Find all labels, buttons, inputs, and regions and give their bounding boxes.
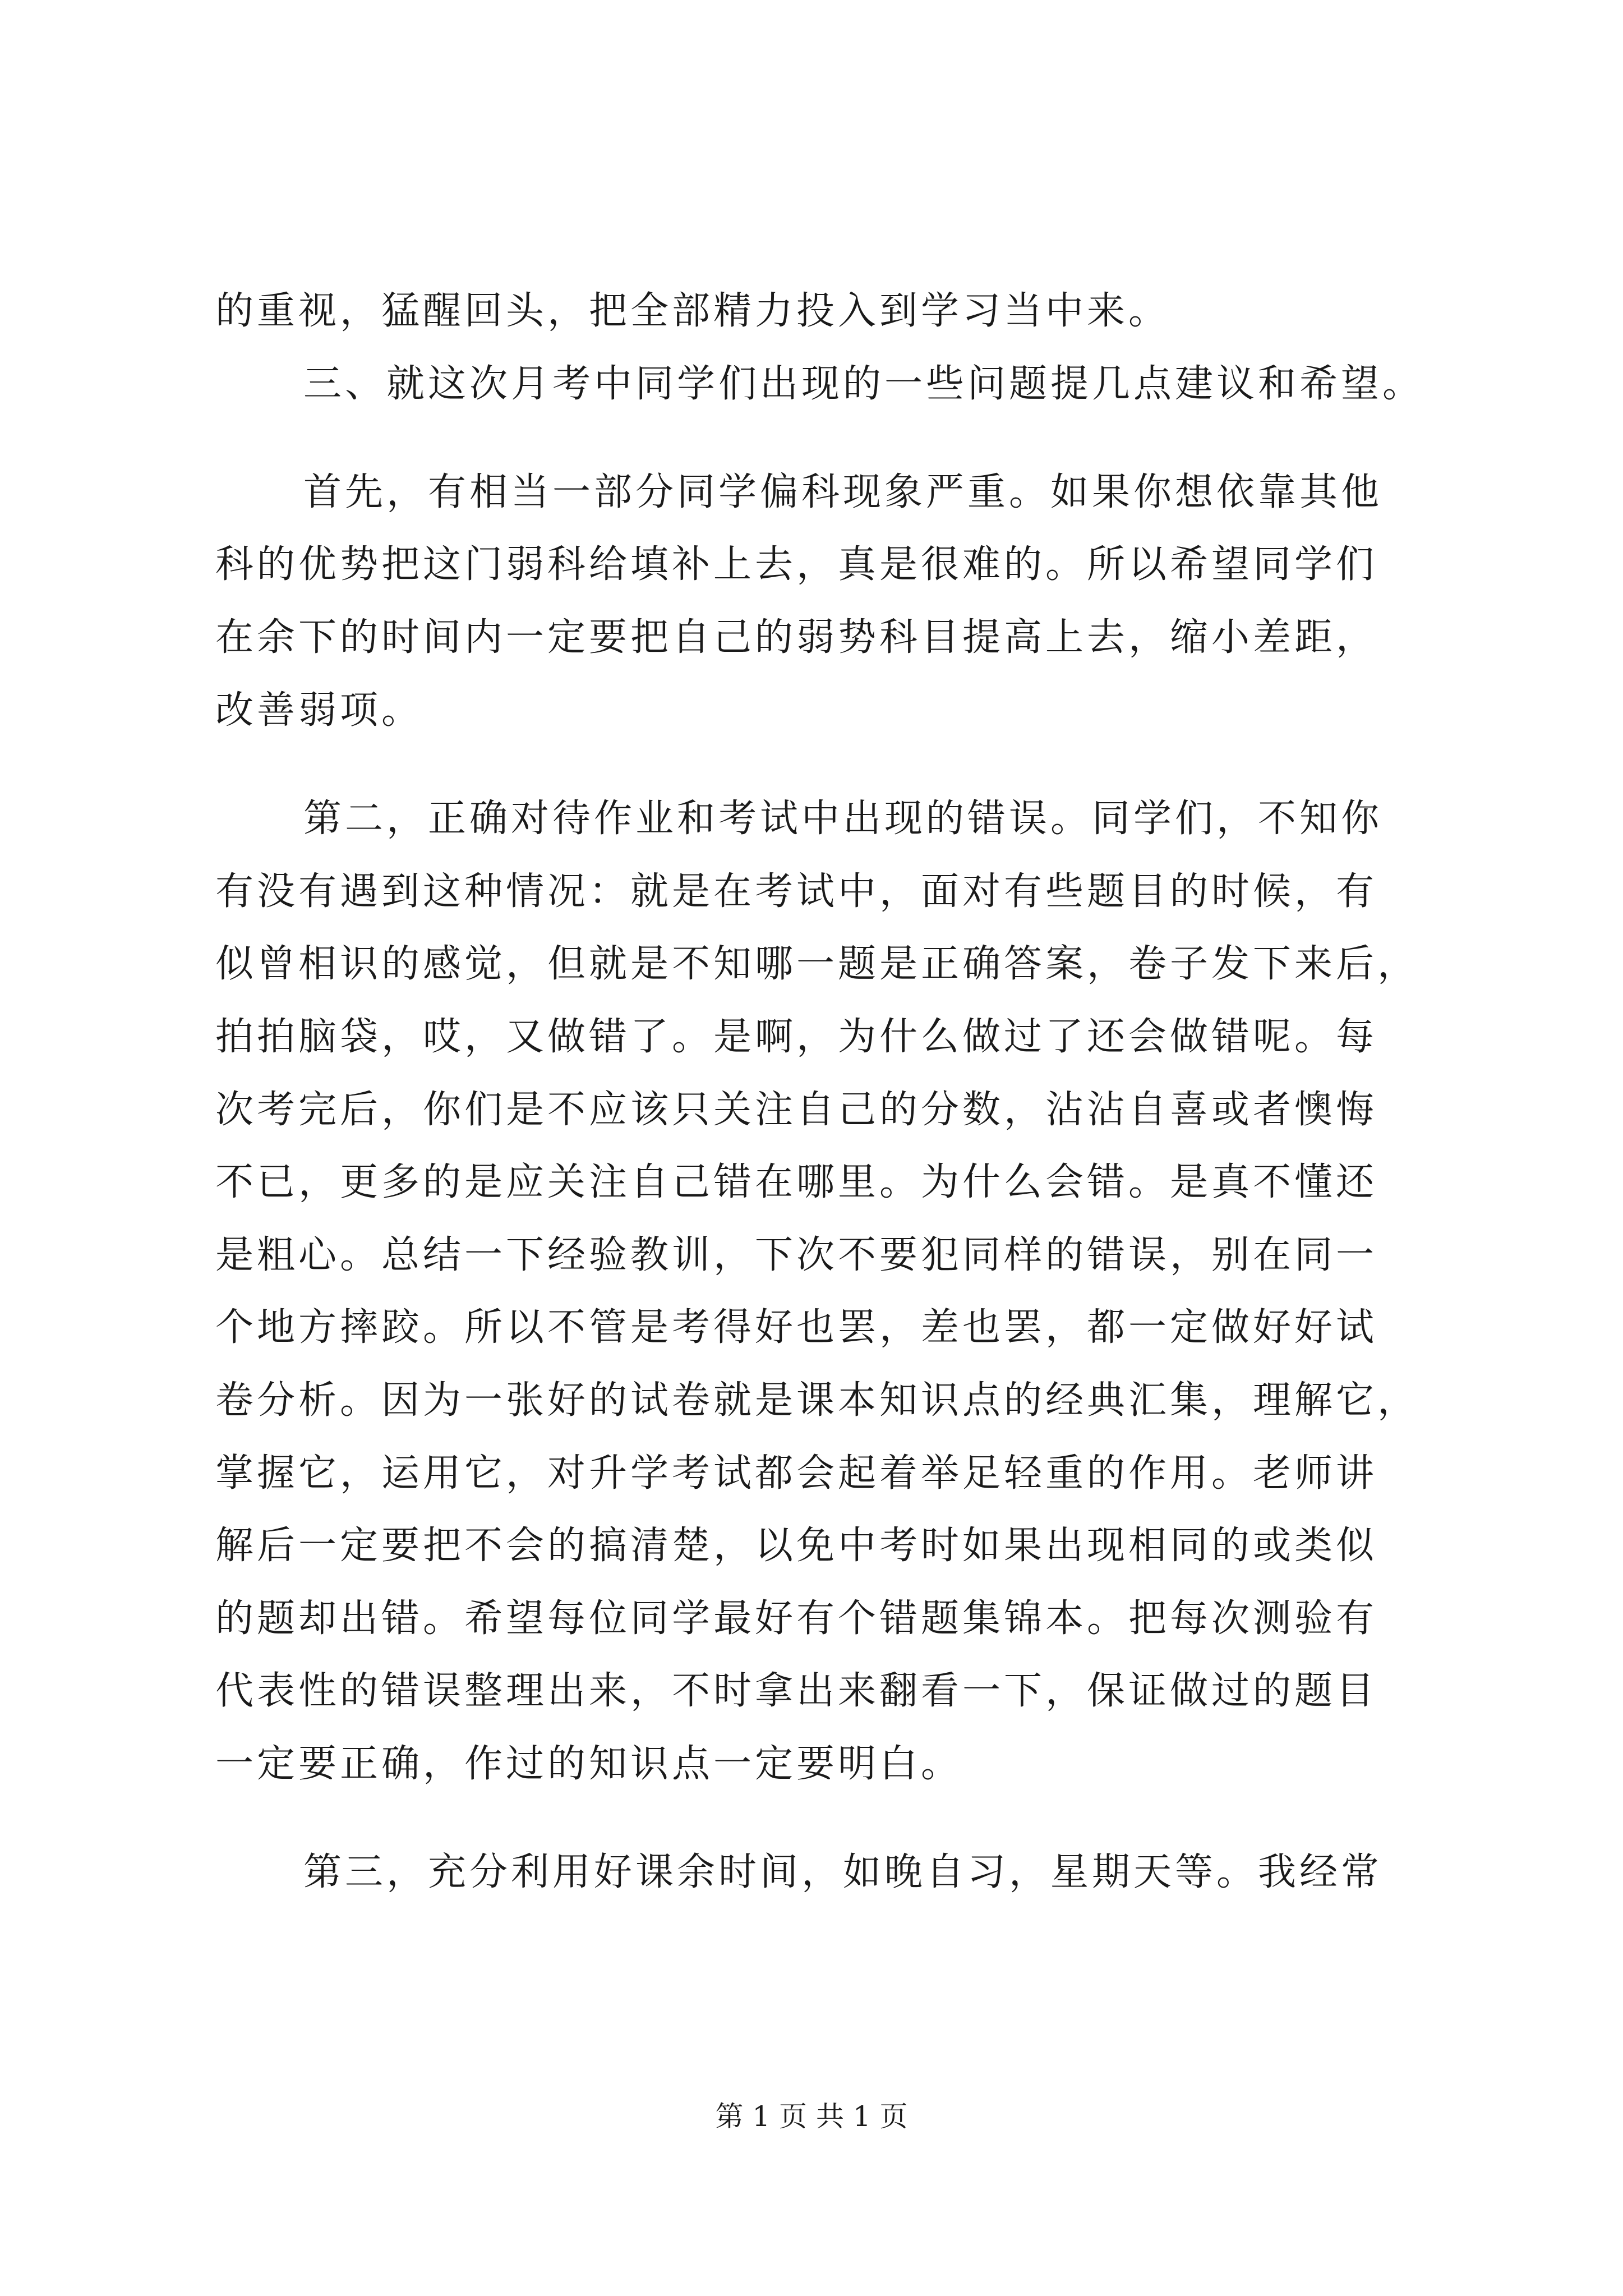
body-text-line: 是粗心。总结一下经验教训，下次不要犯同样的错误，别在同一 [215,1233,1378,1277]
body-text-line: 代表性的错误整理出来，不时拿出来翻看一下，保证做过的题目 [215,1669,1378,1713]
body-text-line: 卷分析。因为一张好的试卷就是课本知识点的经典汇集，理解它， [215,1378,1419,1423]
page-footer: 第 1 页 共 1 页 [715,2100,908,2133]
paragraph-first-line: 首先，有相当一部分同学偏科现象严重。如果你想依靠其他 [303,470,1383,514]
body-text-line: 拍拍脑袋，哎，又做错了。是啊，为什么做过了还会做错呢。每 [215,1015,1378,1059]
body-text-line: 的题却出错。希望每位同学最好有个错题集锦本。把每次测验有 [215,1596,1378,1641]
body-text-line: 改善弱项。 [215,688,423,733]
body-text-line: 在余下的时间内一定要把自己的弱势科目提高上去，缩小差距， [215,615,1378,660]
body-text-line: 个地方摔跤。所以不管是考得好也罢，差也罢，都一定做好好试 [215,1305,1378,1350]
body-text-line: 似曾相识的感觉，但就是不知哪一题是正确答案，卷子发下来后， [215,942,1419,986]
body-text-line: 解后一定要把不会的搞清楚，以免中考时如果出现相同的或类似 [215,1524,1378,1568]
body-text-line: 一定要正确，作过的知识点一定要明白。 [215,1742,963,1786]
body-text-line: 有没有遇到这种情况：就是在考试中，面对有些题目的时候，有 [215,869,1378,914]
body-text-line: 不已，更多的是应关注自己错在哪里。为什么会错。是真不懂还 [215,1160,1378,1204]
body-text-line: 科的优势把这门弱科给填补上去，真是很难的。所以希望同学们 [215,542,1378,587]
paragraph-first-line: 第三，充分利用好课余时间，如晚自习，星期天等。我经常 [303,1850,1383,1894]
body-text-line: 次考完后，你们是不应该只关注自己的分数，沾沾自喜或者懊悔 [215,1088,1378,1132]
body-text-line: 的重视，猛醒回头，把全部精力投入到学习当中来。 [215,289,1170,333]
body-text-line: 掌握它，运用它，对升学考试都会起着举足轻重的作用。老师讲 [215,1451,1378,1496]
paragraph-first-line: 第二，正确对待作业和考试中出现的错误。同学们，不知你 [303,797,1383,841]
section-heading: 三、就这次月考中同学们出现的一些问题提几点建议和希望。 [303,362,1424,406]
